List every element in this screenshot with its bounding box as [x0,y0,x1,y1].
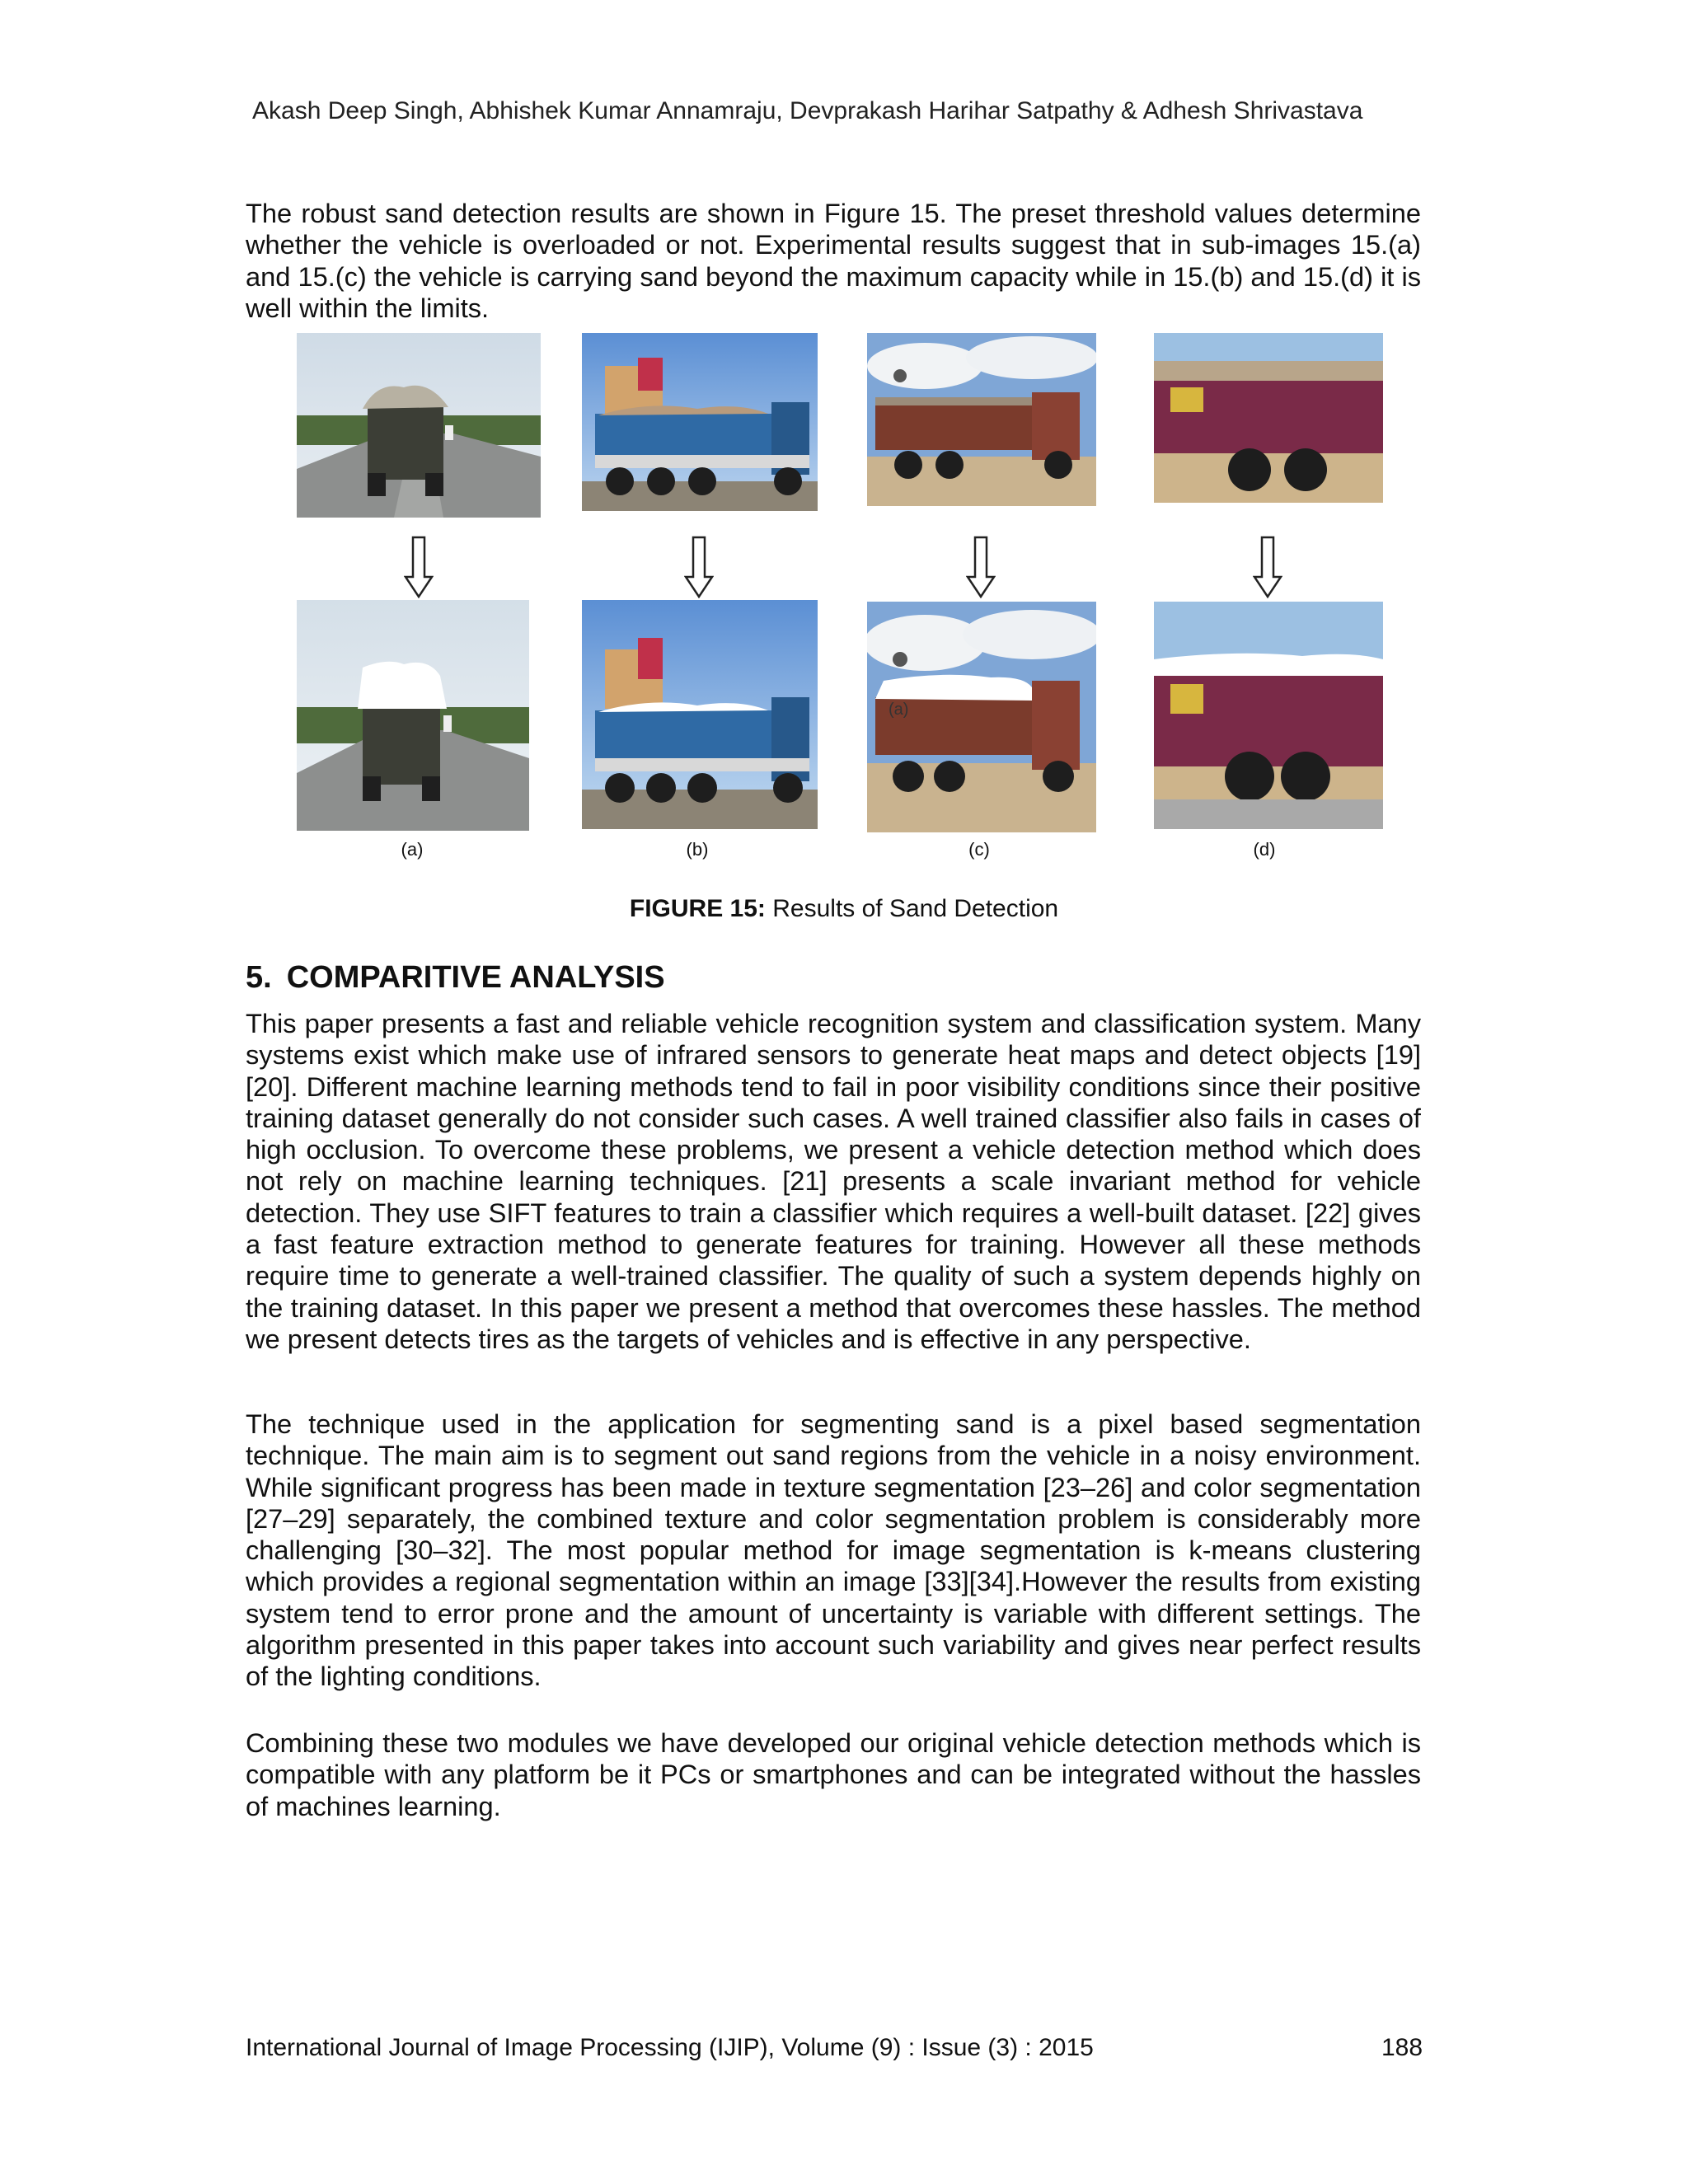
figure-caption-label: FIGURE 15: [629,895,766,922]
body-paragraph: Combining these two modules we have developed our original vehicle detection methods which is compatible with any platform be it PCs or smartphones and can be integrated without the hassles of machines learning. [246,1727,1421,1821]
intro-paragraph: The robust sand detection results are shown in Figure 15. The preset threshold values determine whether the vehicle is overloaded or not. Experimental results suggest that in sub-images 15.(a) and 15.(c) the vehicle is carrying sand beyond the maximum capacity while in 15.(b) and 15.(d) it is well within the limits. [246,198,1421,323]
figure-15a-original [297,333,541,518]
down-arrow-icon [1253,536,1282,598]
running-header: Akash Deep Singh, Abhishek Kumar Annamraju, Devprakash Harihar Satpathy & Adhesh Shrivastava [252,97,1363,124]
down-arrow-icon [404,536,434,598]
figure-15c-original [867,333,1096,506]
section-title: COMPARITIVE ANALYSIS [286,960,665,995]
figure-caption-text: Results of Sand Detection [772,895,1059,922]
figure-sublabel-d: (d) [1253,839,1276,860]
figure-inset-label: (a) [889,701,909,719]
section-number: 5. [246,960,272,995]
down-arrow-icon [966,536,996,598]
footer-journal: International Journal of Image Processing (IJIP), Volume (9) : Issue (3) : 2015 [246,2034,1094,2061]
body-paragraph: This paper presents a fast and reliable vehicle recognition system and classification system. Many systems exist which make use of infrared sensors to generate heat maps and detect objects [19][20]. Different machine learning methods tend to fail in poor visibility conditions since their positive training dataset generally do not consider such cases. A well trained classifier also fails in cases of high occlusion. To overcome these problems, we present a vehicle detection method which does not rely on machine learning techniques. [21] presents a scale invariant method for vehicle detection. They use SIFT features to train a classifier which requires a well-built dataset. [22] gives a fast feature extraction method to generate features for training. However all these methods require time to generate a well-trained classifier. The quality of such a system depends highly on the training dataset. In this paper we present a method that overcomes these hassles. The method we present detects tires as the targets of vehicles and is effective in any perspective. [246,1008,1421,1354]
figure-15d-result [1154,602,1383,829]
section-heading [246,960,665,996]
figure-15b-result [582,600,818,829]
down-arrow-icon [684,536,714,598]
page-number: 188 [1381,2034,1423,2061]
figure-sublabel-b: (b) [686,839,709,860]
figure-caption [0,895,1688,923]
figure-15a-result [297,600,529,831]
body-paragraph: The technique used in the application for segmenting sand is a pixel based segmentation technique. The main aim is to segment out sand regions from the vehicle in a noisy environment. While significant progress has been made in texture segmentation [23–26] and color segmentation [27–29] separately, the combined texture and color segmentation problem is considerably more challenging [30–32]. The most popular method for image segmentation is k-means clustering which provides a regional segmentation within an image [33][34].However the results from existing system tend to error prone and the amount of uncertainty is variable with different settings. The algorithm presented in this paper takes into account such variability and gives near perfect results of the lighting conditions. [246,1408,1421,1692]
figure-sublabel-c: (c) [968,839,990,860]
figure-15d-original [1154,333,1383,503]
figure-sublabel-a: (a) [401,839,424,860]
figure-15b-original [582,333,818,511]
